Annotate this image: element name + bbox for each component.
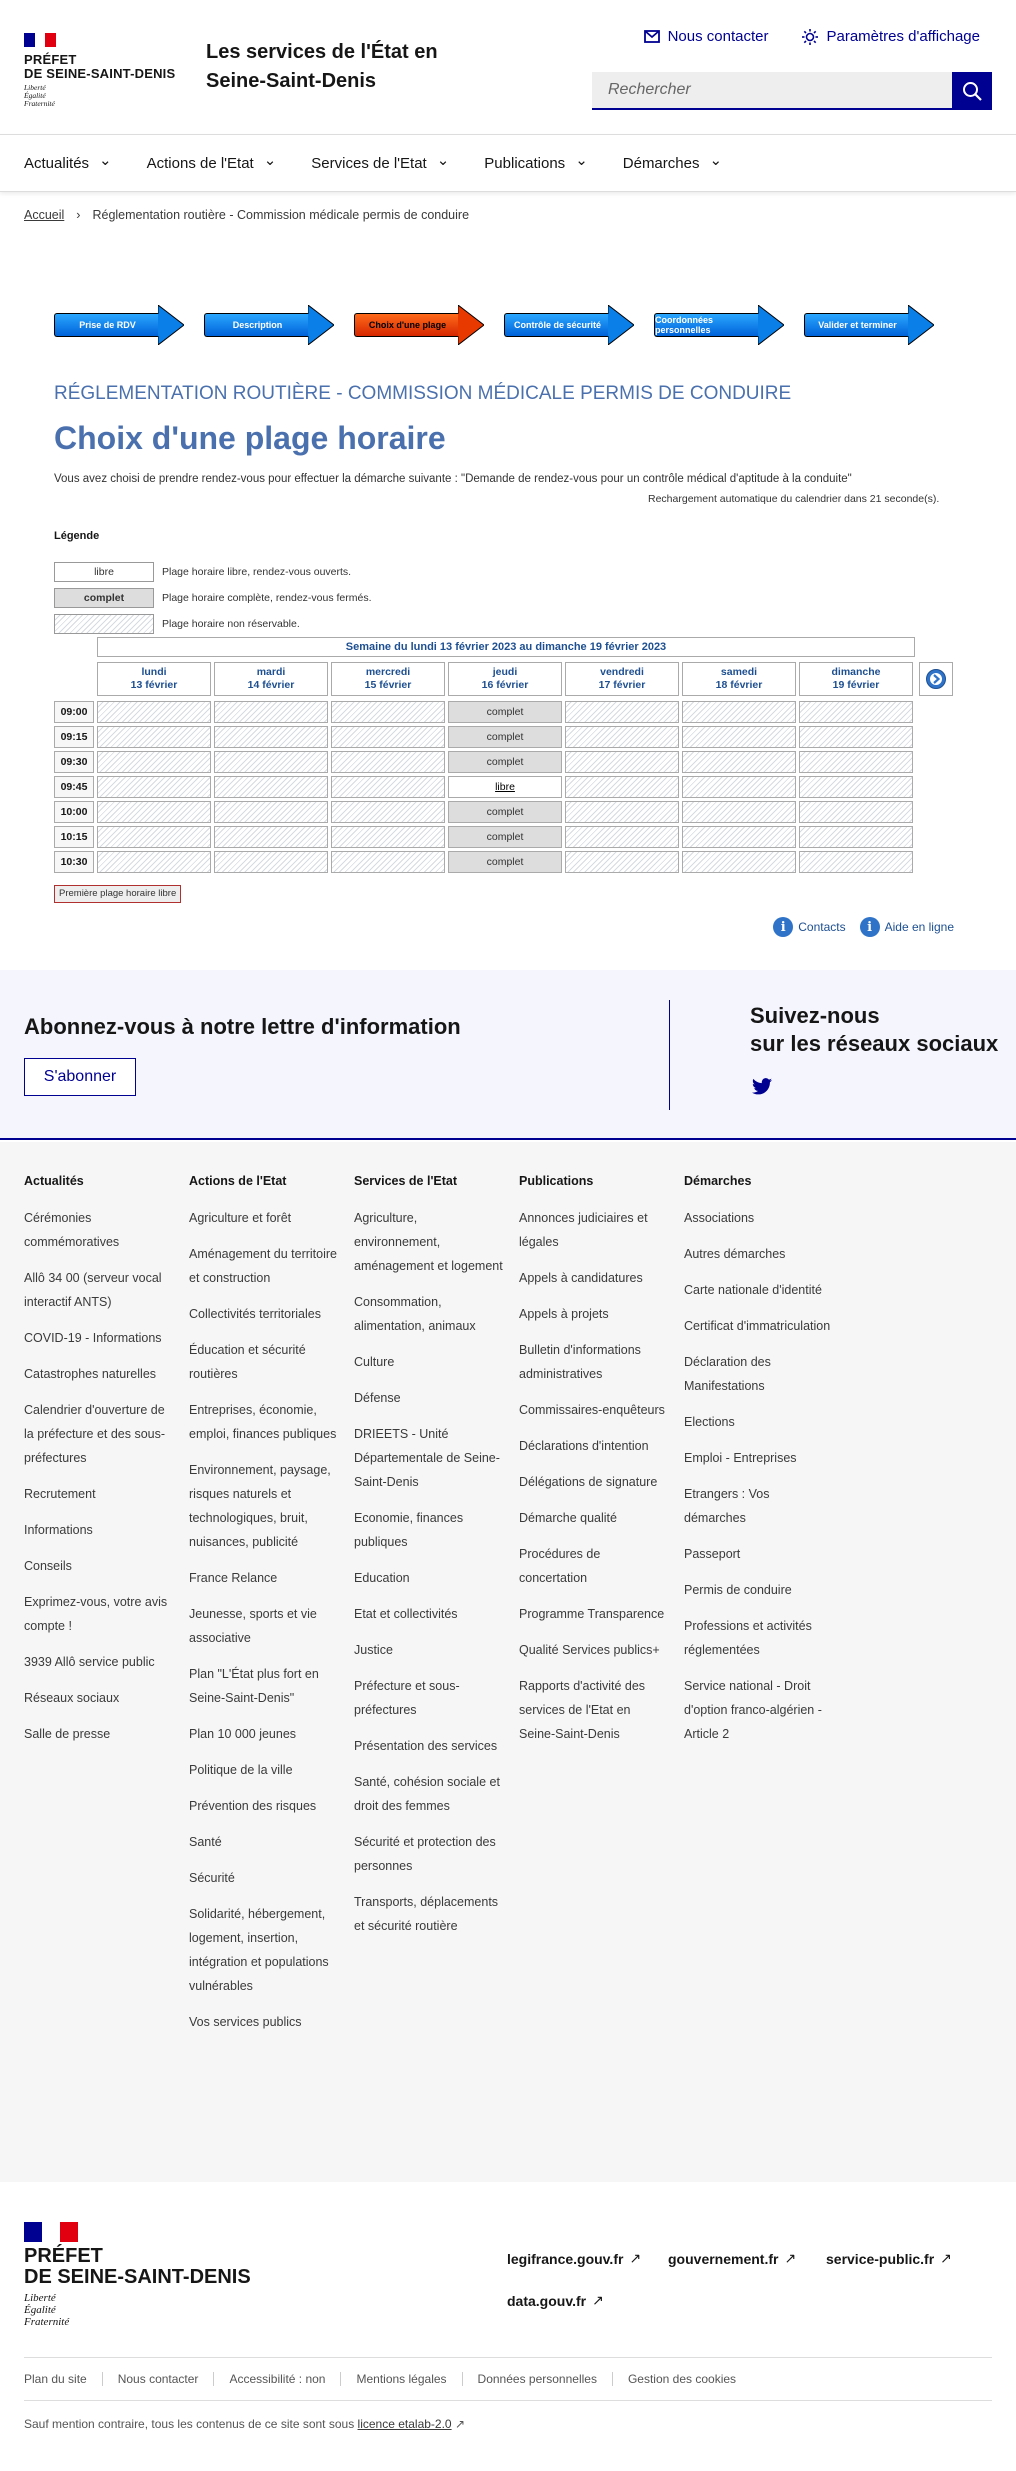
external-link-icon: ↗ [940, 2250, 952, 2266]
day-header: mercredi 15 février [331, 662, 445, 696]
footer-link[interactable]: DRIEETS - Unité Départementale de Seine-Saint-Denis [354, 1427, 500, 1489]
slot-full: complet [448, 751, 562, 773]
time-label: 10:15 [54, 826, 94, 848]
chevron-right-icon: › [76, 208, 81, 222]
footer-bottom-link[interactable]: Plan du site [24, 2372, 87, 2386]
footer-link[interactable]: Déclaration des Manifestations [684, 1355, 771, 1393]
footer-bottom-link[interactable]: Nous contacter [102, 2372, 214, 2386]
time-label: 10:30 [54, 851, 94, 873]
slot-unavailable [682, 851, 796, 873]
slot-unavailable [565, 751, 679, 773]
footer-link[interactable]: Agriculture et forêt [189, 1211, 292, 1225]
slot-unavailable [682, 826, 796, 848]
slot-unavailable [214, 751, 328, 773]
footer-bottom-link[interactable]: Mentions légales [340, 2372, 461, 2386]
slot-unavailable [799, 826, 913, 848]
slot-unavailable [682, 726, 796, 748]
footer-link[interactable]: Démarche qualité [519, 1511, 617, 1525]
slot-unavailable [214, 776, 328, 798]
legend-full: complet Plage horaire complète, rendez-vous fermés. [54, 588, 372, 608]
slot-unavailable [682, 751, 796, 773]
step-2 [204, 305, 334, 345]
footer-link[interactable]: Elections [684, 1415, 735, 1429]
external-link-icon: ↗ [592, 2292, 604, 2308]
external-link[interactable]: gouvernement.fr ↗ [668, 2250, 797, 2267]
footer-link[interactable]: Rapports d'activité des services de l'Etat en Seine-Saint-Denis [519, 1679, 646, 1741]
nav-item-label: Actualités [24, 154, 90, 172]
footer-link[interactable]: Environnement, paysage, risques naturels et technologiques, bruit, nuisances, publicité [189, 1463, 331, 1549]
footer-link[interactable]: Programme Transparence [519, 1607, 665, 1621]
footer-link[interactable]: Présentation des services [354, 1739, 498, 1753]
footer-link[interactable]: Permis de conduire [684, 1583, 792, 1597]
footer-link[interactable]: Calendrier d'ouverture de la préfecture et des sous-préfectures [24, 1403, 166, 1465]
footer-link[interactable]: Carte nationale d'identité [684, 1283, 822, 1297]
contact-link[interactable]: Nous contacter [644, 28, 769, 45]
step-label: Valider et terminer [804, 313, 910, 337]
slot-unavailable [799, 701, 913, 723]
slot-unavailable [682, 701, 796, 723]
footer-column [24, 1174, 174, 1758]
footer-link[interactable]: Jeunesse, sports et vie associative [189, 1607, 317, 1645]
breadcrumb-home[interactable]: Accueil [24, 208, 65, 222]
footer-link[interactable]: Justice [354, 1643, 393, 1657]
slot-unavailable [682, 776, 796, 798]
footer-link[interactable]: Agriculture, environnement, aménagement et logement [354, 1211, 503, 1273]
intro-text: Vous avez choisi de prendre rendez-vous pour effectuer la démarche suivante : "Demande de rendez-vous pour un contrôle médical d'aptitude à la conduite" [54, 473, 852, 485]
footer-link[interactable]: Défense [354, 1391, 401, 1405]
footer-link[interactable]: Professions et activités réglementées [684, 1619, 812, 1657]
nav-item[interactable] [622, 152, 723, 172]
time-label: 09:45 [54, 776, 94, 798]
footer-link[interactable]: Prévention des risques [189, 1799, 317, 1813]
footer-bottom-link[interactable]: Accessibilité : non [213, 2372, 340, 2386]
footer-link[interactable]: Appels à candidatures [519, 1271, 643, 1285]
footer-link[interactable]: Aménagement du territoire et construction [189, 1247, 337, 1285]
slot-unavailable [97, 776, 211, 798]
twitter-icon[interactable] [752, 1078, 772, 1100]
footer-link[interactable]: Santé, cohésion sociale et droit des femmes [354, 1775, 500, 1813]
external-link-icon: ↗ [784, 2250, 797, 2266]
footer-column [354, 1174, 504, 1950]
slot-unavailable [331, 826, 445, 848]
step-6 [804, 305, 934, 345]
arrow-head-icon [608, 305, 634, 345]
external-link[interactable]: data.gouv.fr ↗ [507, 2292, 604, 2309]
slot-unavailable [331, 726, 445, 748]
online-help-link[interactable]: i Aide en ligne [860, 917, 954, 937]
display-settings-link[interactable]: Paramètres d'affichage [802, 28, 980, 45]
nav-item[interactable] [311, 152, 450, 172]
step-label: Description [204, 313, 310, 337]
page-category: RÉGLEMENTATION ROUTIÈRE - COMMISSION MÉDICALE PERMIS DE CONDUIRE [54, 383, 792, 404]
footer-link[interactable]: Sécurité et protection des personnes [354, 1835, 496, 1873]
nav-item-label: Démarches [622, 154, 700, 172]
footer-link[interactable]: Conseils [24, 1559, 72, 1573]
prefet-logo[interactable] [24, 33, 175, 108]
nav-item[interactable] [146, 152, 277, 172]
nav-item[interactable] [484, 152, 588, 172]
footer-column [684, 1174, 834, 1758]
footer-link[interactable]: Plan "L'État plus fort en Seine-Saint-Denis" [189, 1667, 319, 1705]
slot-free[interactable]: libre [448, 776, 562, 798]
footer-link[interactable]: Catastrophes naturelles [24, 1367, 157, 1381]
footer-link[interactable]: Economie, finances publiques [354, 1511, 464, 1549]
legend-title: Légende [54, 530, 100, 542]
footer-link[interactable]: Certificat d'immatriculation [684, 1319, 831, 1333]
footer-link[interactable]: Solidarité, hébergement, logement, insertion, intégration et populations vulnérables [189, 1907, 329, 1993]
mail-icon [644, 30, 660, 43]
chevron-down-icon: ⌄ [709, 152, 723, 169]
slot-full: complet [448, 701, 562, 723]
footer-link[interactable]: Appels à projets [519, 1307, 609, 1321]
progress-steps [54, 305, 934, 345]
footer-link[interactable]: Informations [24, 1523, 93, 1537]
slot-unavailable [331, 751, 445, 773]
footer-link[interactable]: Procédures de concertation [519, 1547, 601, 1585]
footer-link[interactable]: Délégations de signature [519, 1475, 658, 1489]
footer-link[interactable]: Associations [684, 1211, 755, 1225]
search-icon [962, 81, 982, 101]
day-header: mardi 14 février [214, 662, 328, 696]
day-header: dimanche 19 février [799, 662, 913, 696]
footer-link[interactable]: Sécurité [189, 1871, 235, 1885]
motto: Liberté Égalité Fraternité [24, 83, 55, 108]
social-title: Suivez-nous sur les réseaux sociaux [750, 1003, 999, 1056]
licence-link[interactable]: licence etalab-2.0 [357, 2417, 452, 2431]
footer-link[interactable]: Éducation et sécurité routières [189, 1343, 306, 1381]
nav-item-label: Publications [484, 154, 566, 172]
step-1 [54, 305, 184, 345]
week-label: Semaine du lundi 13 février 2023 au dimanche 19 février 2023 [97, 637, 915, 657]
first-free-slot-button[interactable]: Première plage horaire libre [54, 885, 181, 903]
legend-free: libre Plage horaire libre, rendez-vous ouverts. [54, 562, 351, 582]
slot-unavailable [565, 701, 679, 723]
slot-unavailable [214, 701, 328, 723]
slot-unavailable [682, 801, 796, 823]
footer-link[interactable]: Transports, déplacements et sécurité routière [354, 1895, 499, 1933]
footer-link[interactable]: Politique de la ville [189, 1763, 293, 1777]
newsletter-title: Abonnez-vous à notre lettre d'information [24, 1014, 461, 1039]
footer-link[interactable]: Déclarations d'intention [519, 1439, 649, 1453]
search-input[interactable]: Rechercher [592, 72, 952, 110]
arrow-head-icon [158, 305, 184, 345]
slot-full: complet [448, 801, 562, 823]
divider [669, 1000, 670, 1110]
flag-icon [24, 2222, 78, 2242]
footer-link[interactable]: Qualité Services publics+ [519, 1643, 660, 1657]
slot-full: complet [448, 826, 562, 848]
slot-unavailable [214, 851, 328, 873]
sun-icon [802, 29, 818, 45]
time-label: 09:15 [54, 726, 94, 748]
search-button[interactable] [952, 72, 992, 110]
nav-item-label: Actions de l'Etat [146, 154, 254, 172]
footer-bottom-link[interactable]: Données personnelles [462, 2372, 612, 2386]
day-header: samedi 18 février [682, 662, 796, 696]
footer-link[interactable]: Emploi - Entreprises [684, 1451, 797, 1465]
footer-column [519, 1174, 669, 1758]
slot-unavailable [565, 851, 679, 873]
footer-link[interactable]: Etat et collectivités [354, 1607, 458, 1621]
help-links [773, 917, 954, 937]
slot-unavailable [97, 851, 211, 873]
slot-unavailable [97, 751, 211, 773]
footer-link[interactable]: Salle de presse [24, 1727, 111, 1741]
slot-unavailable [799, 751, 913, 773]
arrow-head-icon [908, 305, 934, 345]
footer-link[interactable]: Etrangers : Vos démarches [684, 1487, 770, 1525]
footer-link[interactable]: Commissaires-enquêteurs [519, 1403, 665, 1417]
footer-logo[interactable]: PRÉFET DE SEINE-SAINT-DENIS Liberté Égalité Fraternité [24, 2222, 251, 2328]
footer-link[interactable]: Plan 10 000 jeunes [189, 1727, 297, 1741]
day-header: jeudi 16 février [448, 662, 562, 696]
step-label: Choix d'une plage [354, 313, 460, 337]
slot-unavailable [331, 776, 445, 798]
slot-unavailable [331, 701, 445, 723]
footer-link[interactable]: Exprimez-vous, votre avis compte ! [24, 1595, 168, 1633]
site-header [0, 0, 1016, 135]
slot-unavailable [97, 826, 211, 848]
chevron-down-icon: ⌄ [263, 152, 277, 169]
slot-unavailable [97, 801, 211, 823]
flag-icon [24, 33, 56, 47]
external-link[interactable]: service-public.fr ↗ [826, 2250, 952, 2267]
footer-link[interactable]: Passeport [684, 1547, 741, 1561]
slot-unavailable [331, 801, 445, 823]
reload-countdown: Rechargement automatique du calendrier dans 21 seconde(s). [648, 493, 940, 505]
next-week-button[interactable] [919, 662, 953, 696]
slot-unavailable [214, 826, 328, 848]
legend-unavailable: Plage horaire non réservable. [54, 614, 300, 634]
footer-link[interactable]: Recrutement [24, 1487, 96, 1501]
chevron-down-icon: ⌄ [99, 152, 112, 169]
day-header: lundi 13 février [97, 662, 211, 696]
slot-full: complet [448, 726, 562, 748]
day-header: vendredi 17 février [565, 662, 679, 696]
footer-bottom-links [24, 2372, 751, 2386]
footer-column-title: Démarches [684, 1174, 752, 1188]
external-link-icon: ↗ [629, 2250, 642, 2266]
slot-unavailable [214, 801, 328, 823]
footer-link[interactable]: Consommation, alimentation, animaux [354, 1295, 476, 1333]
footer-column-title: Actions de l'Etat [189, 1174, 287, 1188]
info-icon: i [860, 917, 880, 937]
footer-link[interactable]: Vos services publics [189, 2015, 302, 2029]
step-label: Contrôle de sécurité [504, 313, 610, 337]
footer-link[interactable]: Education [354, 1571, 410, 1585]
footer-column [189, 1174, 339, 2046]
arrow-head-icon [308, 305, 334, 345]
slot-unavailable [799, 776, 913, 798]
footer [0, 2182, 1016, 2471]
slot-unavailable [799, 726, 913, 748]
licence-text: Sauf mention contraire, tous les contenus de ce site sont sous licence etalab-2.0 ↗ [24, 2417, 465, 2431]
footer-link[interactable]: France Relance [189, 1571, 278, 1585]
chevron-down-icon: ⌄ [575, 152, 588, 169]
step-3 [354, 305, 484, 345]
info-icon: i [773, 917, 793, 937]
footer-column-title: Publications [519, 1174, 594, 1188]
slot-full: complet [448, 851, 562, 873]
footer-link[interactable]: Allô 34 00 (serveur vocal interactif ANTS) [24, 1271, 162, 1309]
footer-links [0, 1142, 1016, 2182]
slot-unavailable [331, 851, 445, 873]
slot-unavailable [214, 726, 328, 748]
slot-unavailable [799, 801, 913, 823]
footer-link[interactable]: Entreprises, économie, emploi, finances publiques [189, 1403, 337, 1441]
logo-line1: PRÉFET [24, 52, 77, 67]
page-title: Choix d'une plage horaire [54, 420, 446, 456]
step-label: Prise de RDV [54, 313, 160, 337]
time-label: 09:30 [54, 751, 94, 773]
nav-item[interactable] [24, 152, 112, 172]
footer-link[interactable]: COVID-19 - Informations [24, 1331, 162, 1345]
subscribe-button[interactable]: S'abonner [24, 1058, 136, 1096]
external-link-icon: ↗ [454, 2417, 465, 2431]
slot-unavailable [565, 826, 679, 848]
arrow-head-icon [458, 305, 484, 345]
nav-item-label: Services de l'Etat [311, 154, 427, 172]
footer-link[interactable]: Cérémonies commémoratives [24, 1211, 120, 1249]
breadcrumb [24, 208, 469, 222]
footer-link[interactable]: Réseaux sociaux [24, 1691, 120, 1705]
slot-unavailable [97, 726, 211, 748]
step-5 [654, 305, 784, 345]
footer-column-title: Actualités [24, 1174, 84, 1188]
arrow-head-icon [758, 305, 784, 345]
time-label: 10:00 [54, 801, 94, 823]
footer-link[interactable]: 3939 Allô service public [24, 1655, 155, 1669]
site-name[interactable]: Les services de l'État en Seine-Saint-Denis [206, 41, 438, 92]
footer-bottom-link[interactable]: Gestion des cookies [612, 2372, 751, 2386]
step-4 [504, 305, 634, 345]
arrow-right-icon [925, 668, 947, 690]
external-link[interactable]: legifrance.gouv.fr ↗ [507, 2250, 642, 2267]
footer-link[interactable]: Autres démarches [684, 1247, 786, 1261]
contacts-link[interactable]: i Contacts [773, 917, 845, 937]
slot-unavailable [565, 726, 679, 748]
newsletter-section [0, 970, 1016, 1140]
footer-link[interactable]: Préfecture et sous-préfectures [354, 1679, 460, 1717]
footer-column-title: Services de l'Etat [354, 1174, 458, 1188]
footer-link[interactable]: Collectivités territoriales [189, 1307, 321, 1321]
logo-line2: DE SEINE-SAINT-DENIS [24, 66, 176, 81]
chevron-down-icon: ⌄ [436, 152, 450, 169]
time-label: 09:00 [54, 701, 94, 723]
slot-unavailable [97, 701, 211, 723]
footer-link[interactable]: Bulletin d'informations administratives [519, 1343, 641, 1381]
slot-unavailable [799, 851, 913, 873]
footer-link[interactable]: Culture [354, 1355, 395, 1369]
footer-link[interactable]: Santé [189, 1835, 222, 1849]
breadcrumb-current: Réglementation routière - Commission médicale permis de conduire [92, 208, 470, 222]
step-label: Coordonnées personnelles [654, 313, 760, 337]
slot-unavailable [565, 776, 679, 798]
footer-link[interactable]: Service national - Droit d'option franco-algérien - Article 2 [684, 1679, 822, 1741]
footer-link[interactable]: Annonces judiciaires et légales [519, 1211, 648, 1249]
slot-unavailable [565, 801, 679, 823]
main-nav [0, 135, 1016, 192]
